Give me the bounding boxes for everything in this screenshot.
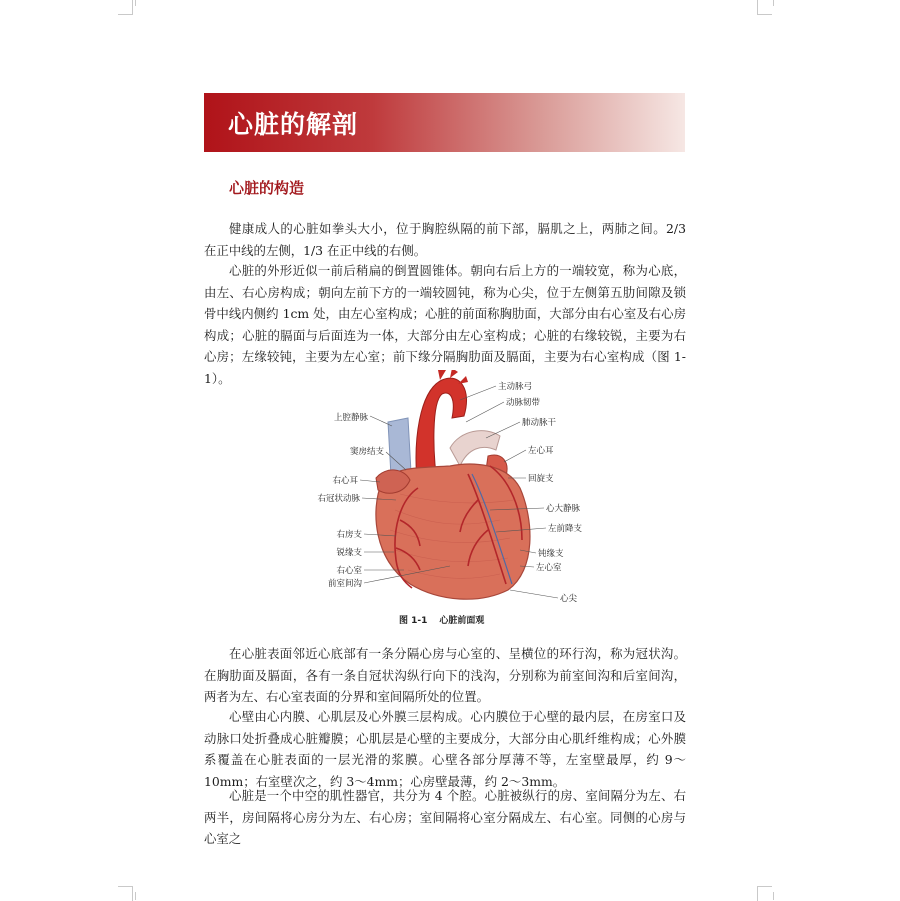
heart-illustration <box>300 370 600 610</box>
chapter-title: 心脏的解剖 <box>228 110 359 139</box>
figure-number: 图 1-1 <box>399 616 428 626</box>
label-arterial-ligament: 动脉韧带 <box>506 398 541 408</box>
paragraph: 心脏是一个中空的肌性器官，共分为 4 个腔。心脏被纵行的房、室间隔分为左、右两半，房间隔将心房分为左、右心房；室间隔将心室分隔成左、右心室。同侧的心房与心室之 <box>204 788 686 846</box>
crop-mark <box>135 0 136 6</box>
label-left-auricle: 左心耳 <box>528 446 554 456</box>
label-acute-marginal-branch: 锐缘支 <box>336 548 362 558</box>
paragraph: 在心脏表面邻近心底部有一条分隔心房与心室的、呈横位的环行沟，称为冠状沟。在胸肋面及膈面，各有一条自冠状沟纵行向下的浅沟，分别称为前室间沟和后室间沟，两者为左、右心室表面的分界和室间隔所处的位置。 <box>204 646 686 704</box>
label-circumflex-branch: 回旋支 <box>528 474 554 484</box>
paragraph: 健康成人的心脏如拳头大小，位于胸腔纵隔的前下部，膈肌之上，两肺之间。2/3 在正中线的左侧，1/3 在正中线的右侧。 <box>204 221 686 258</box>
label-apex: 心尖 <box>560 594 578 604</box>
chapter-banner <box>204 93 685 152</box>
crop-mark <box>773 892 774 900</box>
crop-mark <box>757 886 772 901</box>
label-right-ventricle: 右心室 <box>336 566 362 576</box>
crop-mark <box>118 0 133 15</box>
label-sinoatrial-branch: 窦房结支 <box>349 447 384 457</box>
label-left-ventricle: 左心室 <box>536 563 562 573</box>
label-aortic-arch: 主动脉弓 <box>498 382 533 392</box>
crop-mark <box>135 892 136 900</box>
section-title: 心脏的构造 <box>229 179 305 197</box>
figure-caption-text: 心脏前面观 <box>439 616 485 626</box>
label-pulmonary-trunk: 肺动脉干 <box>522 418 557 428</box>
paragraph: 心壁由心内膜、心肌层及心外膜三层构成。心内膜位于心壁的最内层，在房室口及动脉口处折叠成心脏瓣膜；心肌层是心壁的主要成分，大部分由心肌纤维构成；心外膜系覆盖在心脏表面的一层光滑的浆膜。心壁各部分厚薄不等，左室壁最厚，约 9～10mm；右室壁次之，约 3～4mm；心房壁最薄，约 2～3mm。 <box>204 709 686 789</box>
crop-mark <box>118 886 133 901</box>
label-superior-vena-cava: 上腔静脉 <box>333 413 368 423</box>
label-anterior-interventricular-groove: 前室间沟 <box>327 579 362 589</box>
paragraph: 心脏的外形近似一前后稍扁的倒置圆锥体。朝向右后上方的一端较宽，称为心底，由左、右心房构成；朝向左前下方的一端较圆钝，称为心尖，位于左侧第五肋间隙及锁骨中线内侧约 1cm 处，由左心室构成；心脏的前面称胸肋面，大部分由右心室及右心房构成；心脏的膈面与后面连为一体，大部分由左心室构成；心脏的右缘较锐，主要为右心房；左缘较钝，主要为左心室；前下缘分隔胸肋面及膈面，主要为右心室构成（图 1-1）。 <box>204 263 686 386</box>
figure-caption <box>399 613 496 626</box>
heart-figure <box>300 370 600 610</box>
label-right-atrial-branch: 右房支 <box>336 530 362 540</box>
label-great-cardiac-vein: 心大静脉 <box>546 504 581 514</box>
crop-mark <box>757 0 772 15</box>
crop-mark <box>773 0 774 6</box>
label-obtuse-marginal-branch: 钝缘支 <box>538 549 564 559</box>
label-right-coronary-artery: 右冠状动脉 <box>317 494 360 504</box>
label-left-anterior-descending: 左前降支 <box>548 524 583 534</box>
label-right-auricle: 右心耳 <box>332 476 358 486</box>
